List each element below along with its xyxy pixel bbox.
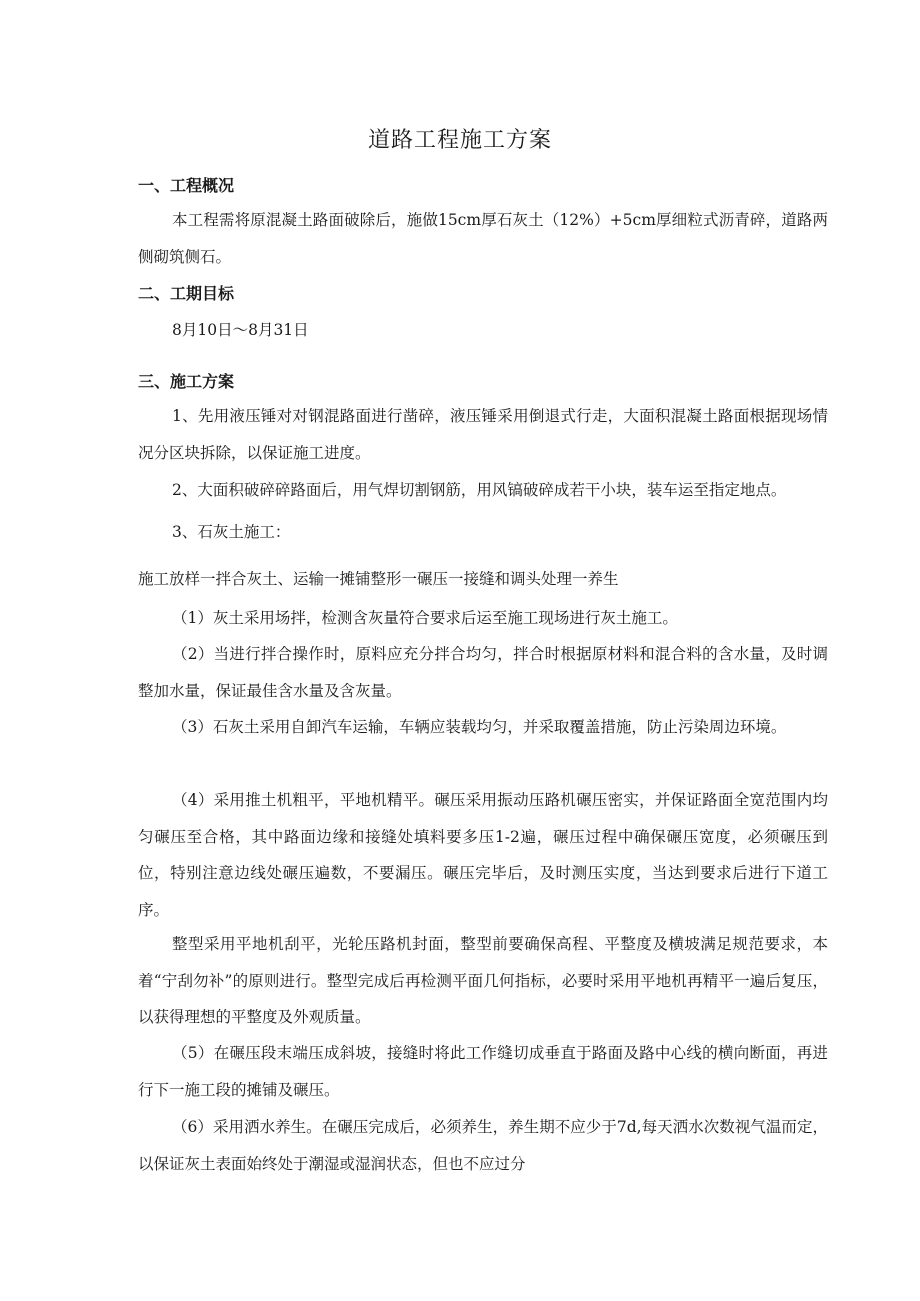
paragraph-plan-1: 1、先用液压锤对对钢混路面进行凿碎，液压锤采用倒退式行走，大面积混凝土路面根据现场情况分区块拆除，以保证施工进度。 [138,407,828,462]
paragraph-plan-3: 3、石灰土施工： [172,523,291,541]
paragraph-step-2: （2）当进行拌合操作时，原料应充分拌合均匀，拌合时根据原材料和混合料的含水量，及时调整加水量，保证最佳含水量及含灰量。 [138,645,828,700]
section-heading-schedule: 二、工期目标 [138,284,235,303]
document-title: 道路工程施工方案 [367,128,552,153]
paragraph-process-flow: 施工放样一拌合灰土、运输一摊铺整形一碾压一接缝和调头处理一养生 [138,570,619,588]
paragraph-step-5: （5）在碾压段末端压成斜坡，接缝时将此工作缝切成垂直于路面及路中心线的横向断面，再进行下一施工段的摊铺及碾压。 [138,1044,828,1099]
paragraph-schedule: 8月10日～8月31日 [172,321,309,339]
section-heading-overview: 一、工程概况 [138,176,235,195]
paragraph-overview: 本工程需将原混凝土路面破除后，施做15cm厚石灰土（12%）+5cm厚细粒式沥青碎，道路两侧砌筑侧石。 [138,211,828,266]
section-heading-plan: 三、施工方案 [138,372,235,391]
paragraph-plan-2: 2、大面积破碎碎路面后，用气焊切割钢筋，用风镐破碎成若干小块，装车运至指定地点。 [172,481,787,499]
paragraph-step-3: （3）石灰土采用自卸汽车运输，车辆应装载均匀，并采取覆盖措施，防止污染周边环境。 [172,718,787,736]
paragraph-shaping: 整型采用平地机刮平，光轮压路机封面，整型前要确保高程、平整度及横坡满足规范要求，本着“宁刮勿补”的原则进行。整型完成后再检测平面几何指标，必要时采用平地机再精平一遍后复压，以获得理想的平整度及外观质量。 [138,935,828,1026]
paragraph-step-1: （1）灰土采用场拌，检测含灰量符合要求后运至施工现场进行灰土施工。 [172,609,678,627]
paragraph-step-4: （4）采用推土机粗平，平地机精平。碾压采用振动压路机碾压密实，并保证路面全宽范围内均匀碾压至合格，其中路面边缘和接缝处填料要多压1-2遍，碾压过程中确保碾压宽度，必须碾压到位，特别注意边线处碾压遍数，不要漏压。碾压完毕后，及时测压实度，当达到要求后进行下道工序。 [138,791,828,919]
paragraph-step-6: （6）采用洒水养生。在碾压完成后，必须养生，养生期不应少于7d,每天洒水次数视气温而定，以保证灰土表面始终处于潮湿或湿润状态，但也不应过分 [138,1118,828,1173]
